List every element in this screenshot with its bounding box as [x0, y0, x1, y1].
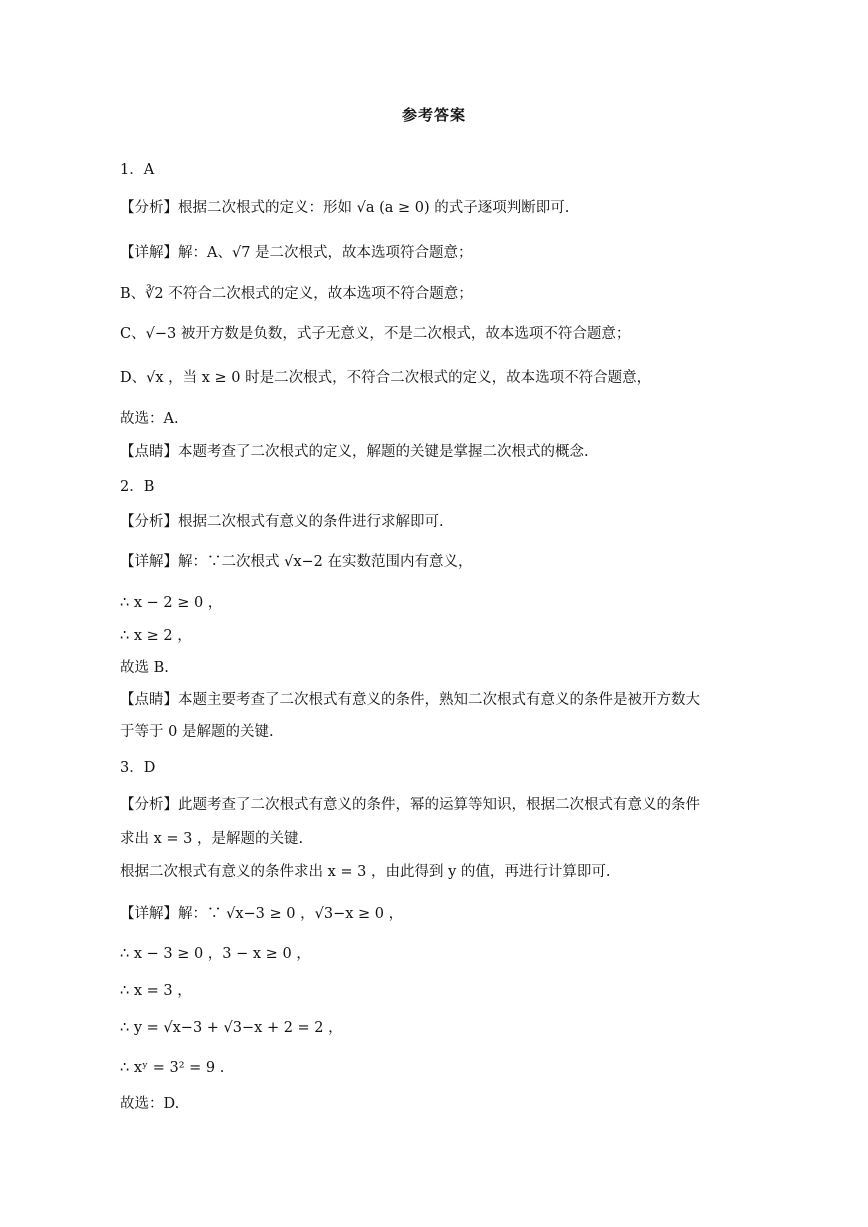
- question-3-detail: 【详解】解：∵ √x−3 ≥ 0 ，√3−x ≥ 0 ，: [120, 906, 404, 922]
- question-1-detail: 【详解】解：A、√7 是二次根式，故本选项符合题意；: [120, 245, 473, 261]
- question-2-answer: 2．B: [120, 479, 155, 495]
- question-3-step-1: ∴ x − 3 ≥ 0 ，3 − x ≥ 0 ，: [120, 946, 311, 962]
- question-1-option-d: D、√x ，当 x ≥ 0 时是二次根式，不符合二次根式的定义，故本选项不符合题意，: [120, 370, 652, 386]
- page-title: 参考答案: [401, 106, 466, 124]
- question-3-analysis: 【分析】此题考查了二次根式有意义的条件，幂的运算等知识，根据二次根式有意义的条件: [120, 797, 700, 813]
- question-2-comment-cont: 于等于 0 是解题的关键.: [120, 724, 274, 740]
- question-1-analysis: 【分析】根据二次根式的定义：形如 √a (a ≥ 0) 的式子逐项判断即可.: [120, 200, 570, 216]
- question-2-analysis: 【分析】根据二次根式有意义的条件进行求解即可.: [120, 514, 444, 530]
- question-2-step-2: ∴ x ≥ 2 ，: [120, 628, 192, 644]
- question-1-answer: 1．A: [120, 162, 155, 178]
- question-2-comment: 【点睛】本题主要考查了二次根式有意义的条件，熟知二次根式有意义的条件是被开方数大: [120, 692, 700, 708]
- question-2-detail: 【详解】解：∵二次根式 √x−2 在实数范围内有意义，: [120, 554, 473, 570]
- question-1-option-c: C、√−3 被开方数是负数，式子无意义，不是二次根式，故本选项不符合题意；: [120, 326, 631, 342]
- question-3-analysis-cont: 求出 x = 3 ，是解题的关键.: [120, 831, 304, 847]
- question-3-choice: 故选：D.: [120, 1096, 180, 1112]
- question-3-answer: 3．D: [120, 760, 156, 776]
- question-1-option-b: B、∛2 不符合二次根式的定义，故本选项不符合题意；: [120, 286, 473, 302]
- question-2-choice: 故选 B.: [120, 660, 169, 676]
- question-1-choice: 故选：A.: [120, 411, 179, 427]
- question-3-step-2: ∴ x = 3 ，: [120, 983, 192, 999]
- question-2-step-1: ∴ x − 2 ≥ 0 ，: [120, 595, 223, 611]
- question-3-analysis-2: 根据二次根式有意义的条件求出 x = 3 ，由此得到 y 的值，再进行计算即可.: [120, 864, 611, 880]
- question-3-step-3: ∴ y = √x−3 + √3−x + 2 = 2 ，: [120, 1020, 343, 1036]
- question-1-comment: 【点睛】本题考查了二次根式的定义，解题的关键是掌握二次根式的概念.: [120, 444, 589, 460]
- question-3-step-4: ∴ xʸ = 3² = 9 .: [120, 1060, 225, 1076]
